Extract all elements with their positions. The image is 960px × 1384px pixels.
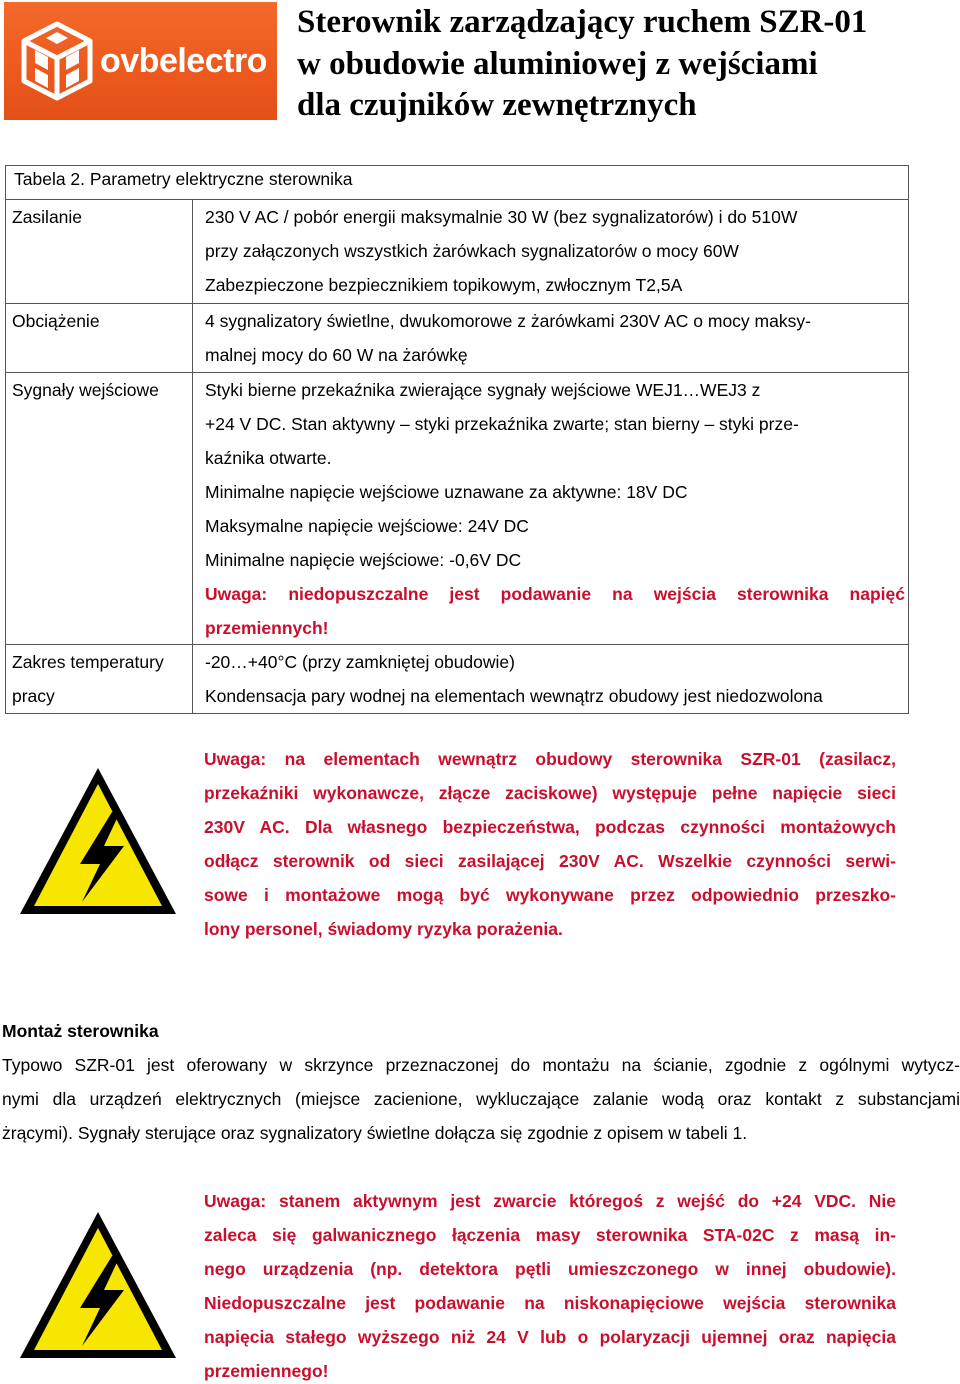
value-line: kaźnika otwarte. (205, 448, 332, 468)
value-line: 4 sygnalizatory świetlne, dwukomorowe z żarówkami 230V AC o mocy maksy- (205, 311, 811, 331)
warning-line: lony personel, świadomy ryzyka porażenia. (204, 919, 563, 939)
page-title (297, 2, 947, 127)
label-line: Obciążenie (12, 311, 100, 331)
logo-cube-icon (18, 20, 96, 102)
mounting-section (2, 1014, 960, 1150)
parameters-table (5, 165, 909, 714)
value-line: -20…+40°C (przy zamkniętej obudowie) (205, 652, 515, 672)
warning-line: przemiennych! (205, 618, 329, 638)
value-line: Kondensacja pary wodnej na elementach wewnątrz obudowy jest niedozwolona (205, 686, 823, 706)
warning-line: nego urządzenia (np. detektora pętli umieszczonego w innej obudowie). (204, 1259, 896, 1279)
high-voltage-warning-icon (16, 764, 180, 918)
title-line: Sterownik zarządzający ruchem SZR-01 (297, 4, 868, 40)
title-line: dla czujników zewnętrznych (297, 87, 697, 123)
table-caption: Tabela 2. Parametry elektryczne sterownika (6, 166, 908, 200)
row-value (205, 200, 905, 302)
warning-line: napięcia stałego wyższego niż 24 V lub o polaryzacji ujemnej oraz napięcia (204, 1327, 896, 1347)
value-line: +24 V DC. Stan aktywny – styki przekaźnika zwarte; stan bierny – styki prze- (205, 414, 799, 434)
value-line: Minimalne napięcie wejściowe: -0,6V DC (205, 550, 522, 570)
label-line: Zasilanie (12, 207, 83, 227)
value-line: Maksymalne napięcie wejściowe: 24V DC (205, 516, 529, 536)
warning-line: Uwaga: stanem aktywnym jest zwarcie któregoś z wejść do +24 VDC. Nie (204, 1191, 896, 1211)
row-value (205, 645, 905, 713)
warning-line: zaleca się galwanicznego łączenia masy sterownika STA-02C z masą in- (204, 1225, 896, 1245)
value-line: przy załączonych wszystkich żarówkach sygnalizatorów o mocy 60W (205, 241, 739, 261)
label-line: pracy (12, 686, 55, 706)
warning-line: przemiennego! (204, 1361, 329, 1381)
table-row-power (6, 200, 908, 304)
title-line: w obudowie aluminiowej z wejściami (297, 45, 818, 82)
warning-line: Uwaga: na elementach wewnątrz obudowy sterownika SZR-01 (zasilacz, (204, 749, 896, 769)
warning-line: Niedopuszczalne jest podawanie na niskonapięciowe wejścia sterownika (204, 1293, 896, 1313)
row-value (205, 304, 905, 372)
label-line: Zakres temperatury (12, 652, 164, 672)
warning-voltage-text (204, 742, 896, 946)
value-line: Zabezpieczone bezpiecznikiem topikowym, zwłocznym T2,5A (205, 275, 683, 295)
warning-line: odłącz sterownik od sieci zasilającej 230V AC. Wszelkie czynności serwi- (204, 851, 896, 871)
row-label (6, 304, 193, 372)
table-row-temperature (6, 645, 908, 713)
value-line: malnej mocy do 60 W na żarówkę (205, 345, 468, 365)
paragraph-line: nymi dla urządzeń elektrycznych (miejsce zacienione, wykluczające zalanie wodą oraz kontakt z substancjami (2, 1089, 960, 1109)
label-line: Sygnały wejściowe (12, 380, 159, 400)
warning-inputs-text (204, 1184, 896, 1384)
row-value (205, 373, 905, 645)
warning-line: 230V AC. Dla własnego bezpieczeństwa, podczas czynności montażowych (204, 817, 896, 837)
section-heading: Montaż sterownika (2, 1021, 159, 1041)
logo-text: ovbelectro (100, 41, 267, 80)
row-label (6, 200, 193, 303)
table-row-inputs (6, 373, 908, 645)
company-logo (4, 2, 277, 120)
value-line: Minimalne napięcie wejściowe uznawane za aktywne: 18V DC (205, 482, 688, 502)
warning-line: sowe i montażowe mogą być wykonywane przez odpowiednio przeszko- (204, 885, 896, 905)
row-label (6, 645, 193, 713)
warning-line: przekaźniki wykonawcze, złącze zaciskowe) występuje pełne napięcie sieci (204, 783, 896, 803)
table-row-load (6, 304, 908, 373)
high-voltage-warning-icon (16, 1208, 180, 1362)
warning-line: Uwaga: niedopuszczalne jest podawanie na wejścia sterownika napięć (205, 584, 905, 604)
paragraph-line: Typowo SZR-01 jest oferowany w skrzynce przeznaczonej do montażu na ścianie, zgodnie z ogólnymi wytycz- (2, 1055, 960, 1075)
value-line: Styki bierne przekaźnika zwierające sygnały wejściowe WEJ1…WEJ3 z (205, 380, 761, 400)
value-line: 230 V AC / pobór energii maksymalnie 30 W (bez sygnalizatorów) i do 510W (205, 207, 798, 227)
row-label (6, 373, 193, 644)
paragraph-line: żrącymi). Sygnały sterujące oraz sygnalizatory świetlne dołącza się zgodnie z opisem w tabeli 1. (2, 1123, 748, 1143)
